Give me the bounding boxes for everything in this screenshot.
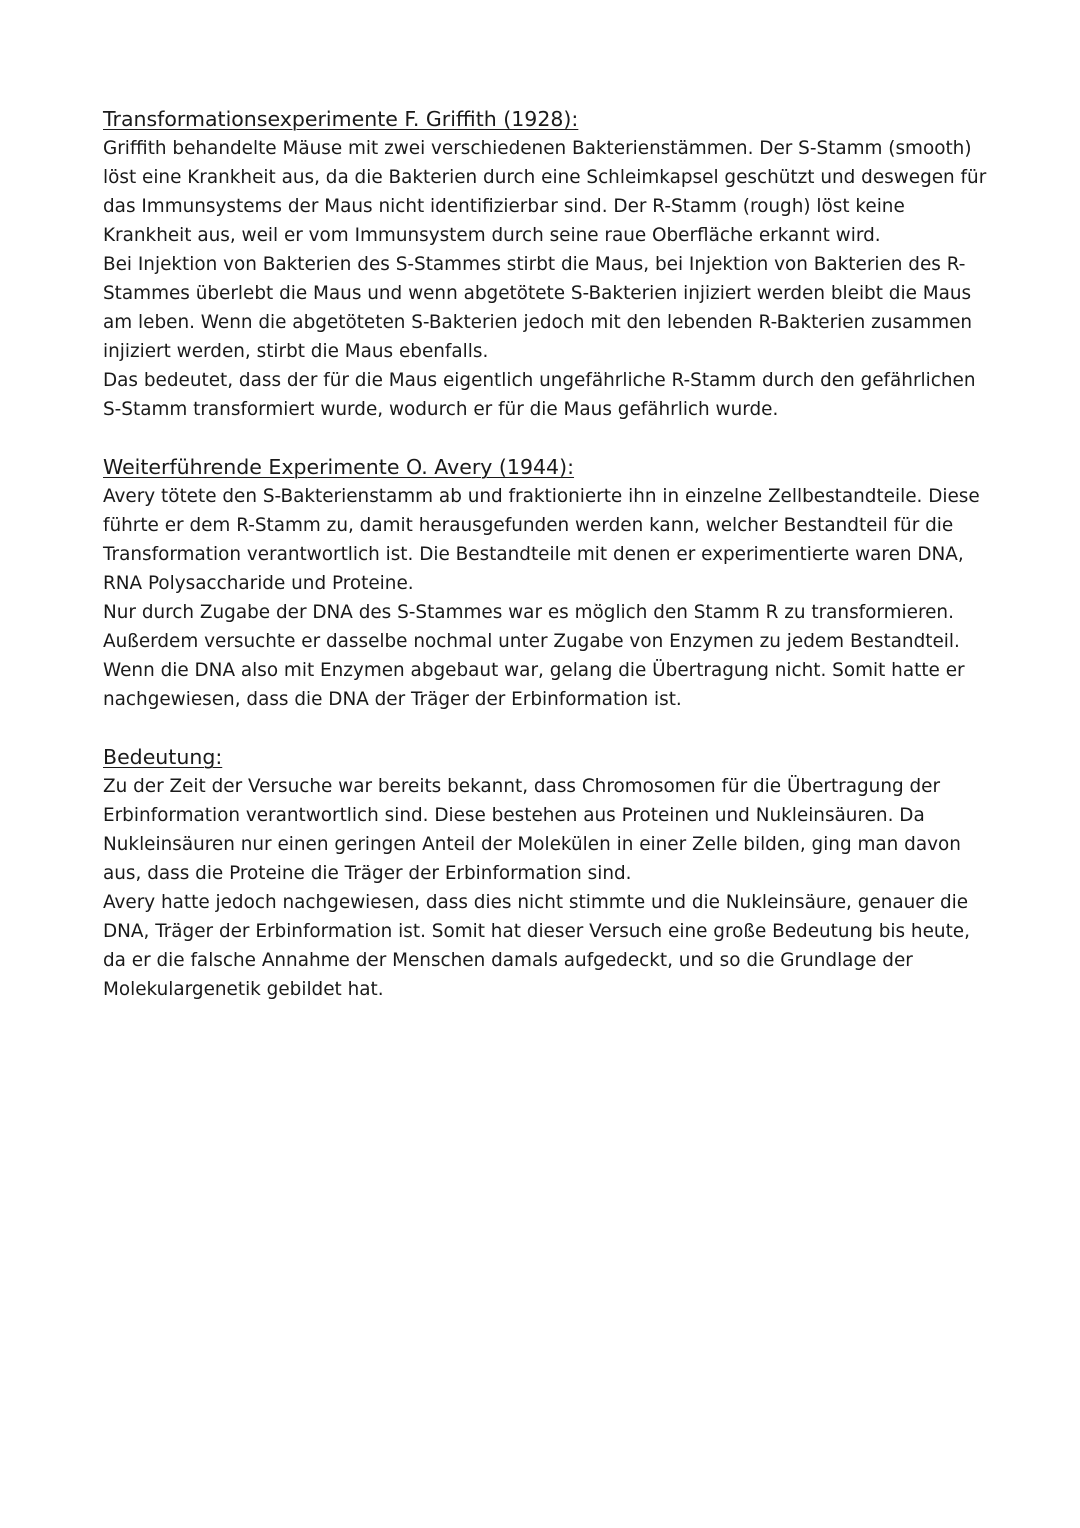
- paragraph: Nur durch Zugabe der DNA des S-Stammes war es möglich den Stamm R zu transformieren. Außerdem versuchte er dasselbe nochmal unter Zugabe von Enzymen zu jedem Bestandteil. Wenn die DNA also mit Enzymen abgebaut war, gelang die Übertragung nicht. Somit hatte er nachgewiesen, dass die DNA der Träger der Erbinformation ist.: [103, 602, 965, 710]
- paragraph: Avery hatte jedoch nachgewiesen, dass dies nicht stimmte und die Nukleinsäure, genauer die DNA, Träger der Erbinformation ist. Somit hat dieser Versuch eine große Bedeutung bis heute, da er die falsche Annahme der Menschen damals aufgedeckt, und so die Grundlage der Molekulargenetik gebildet hat.: [103, 892, 970, 1000]
- paragraph: Griffith behandelte Mäuse mit zwei verschiedenen Bakterienstämmen. Der S-Stamm (smooth) löst eine Krankheit aus, da die Bakterien durch eine Schleimkapsel geschützt und deswegen für das Immunsystems der Maus nicht identifizierbar sind. Der R-Stamm (rough) löst keine Krankheit aus, weil er vom Immunsystem durch seine raue Oberfläche erkannt wird.: [103, 138, 987, 246]
- section-heading: Bedeutung:: [103, 745, 223, 769]
- paragraph: Avery tötete den S-Bakterienstamm ab und fraktionierte ihn in einzelne Zellbestandteile. Diese führte er dem R-Stamm zu, damit herausgefunden werden kann, welcher Bestandteil für die Transformation verantwortlich ist. Die Bestandteile mit denen er experimentierte waren DNA, RNA Polysaccharide und Proteine.: [103, 486, 980, 594]
- document-page: [103, 105, 998, 1004]
- paragraph: Zu der Zeit der Versuche war bereits bekannt, dass Chromosomen für die Übertragung der Erbinformation verantwortlich sind. Diese bestehen aus Proteinen und Nukleinsäuren. Da Nukleinsäuren nur einen geringen Anteil der Molekülen in einer Zelle bilden, ging man davon aus, dass die Proteine die Träger der Erbinformation sind.: [103, 776, 961, 884]
- paragraph: Bei Injektion von Bakterien des S-Stammes stirbt die Maus, bei Injektion von Bakterien des R-Stammes überlebt die Maus und wenn abgetötete S-Bakterien injiziert werden bleibt die Maus am leben. Wenn die abgetöteten S-Bakterien jedoch mit den lebenden R-Bakterien zusammen injiziert werden, stirbt die Maus ebenfalls.: [103, 254, 973, 362]
- section-heading: Transformationsexperimente F. Griffith (1928):: [103, 107, 579, 131]
- section-griffith: [103, 105, 998, 424]
- paragraph: Das bedeutet, dass der für die Maus eigentlich ungefährliche R-Stamm durch den gefährlichen S-Stamm transformiert wurde, wodurch er für die Maus gefährlich wurde.: [103, 370, 976, 420]
- section-heading: Weiterführende Experimente O. Avery (1944):: [103, 455, 575, 479]
- section-avery: [103, 453, 998, 714]
- section-bedeutung: [103, 743, 998, 1004]
